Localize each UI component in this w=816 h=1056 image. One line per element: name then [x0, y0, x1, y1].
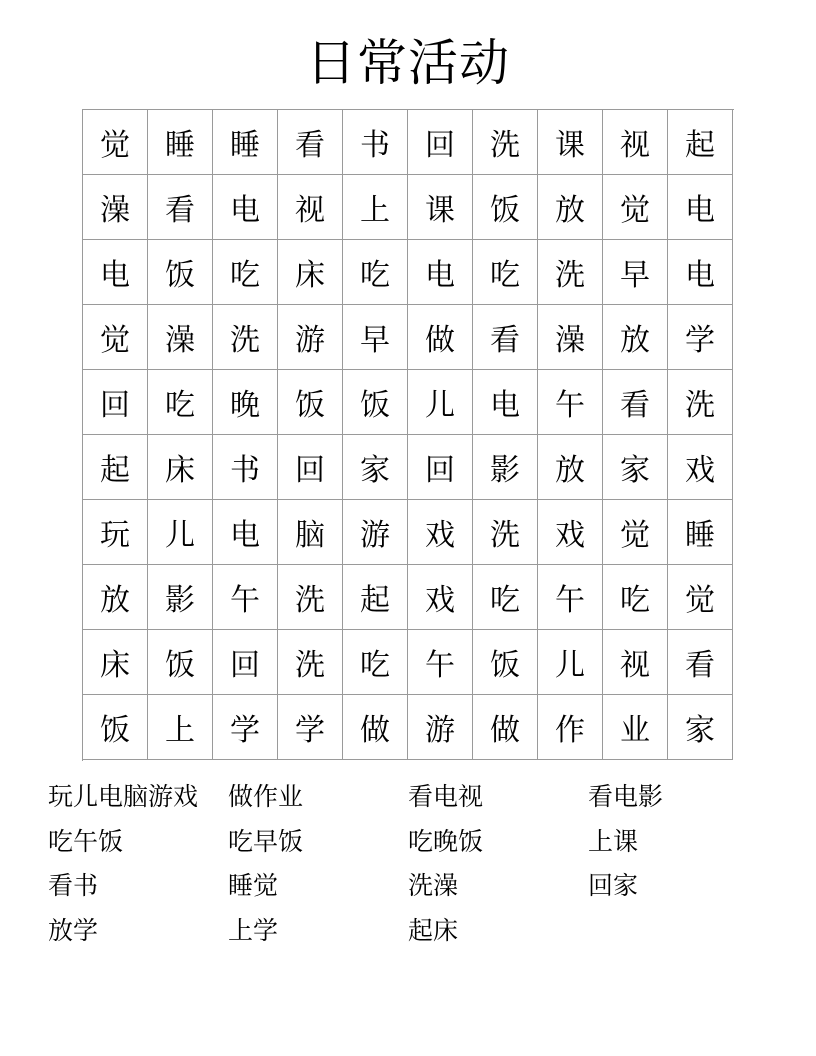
word-list-item: 放学	[48, 915, 99, 945]
grid-cell[interactable]: 饭	[148, 630, 213, 695]
grid-cell[interactable]: 吃	[473, 240, 538, 305]
word-list-item: 吃午饭	[48, 826, 124, 856]
grid-cell[interactable]: 饭	[343, 370, 408, 435]
grid-cell[interactable]: 戏	[408, 500, 473, 565]
grid-cell[interactable]: 游	[278, 305, 343, 370]
grid-cell[interactable]: 游	[343, 500, 408, 565]
grid-cell[interactable]: 晚	[213, 370, 278, 435]
grid-cell[interactable]: 回	[408, 435, 473, 500]
grid-cell[interactable]: 放	[83, 565, 148, 630]
word-list	[48, 775, 788, 953]
word-list-item: 看书	[48, 871, 99, 900]
grid-cell[interactable]: 游	[408, 695, 473, 760]
grid-cell[interactable]: 看	[473, 305, 538, 370]
grid-cell[interactable]: 洗	[538, 240, 603, 305]
grid-cell[interactable]: 儿	[538, 630, 603, 695]
grid-cell[interactable]: 学	[668, 305, 733, 370]
grid-cell[interactable]: 澡	[538, 305, 603, 370]
grid-cell[interactable]: 饭	[278, 370, 343, 435]
grid-cell[interactable]: 书	[343, 110, 408, 175]
grid-cell[interactable]: 电	[473, 370, 538, 435]
grid-cell[interactable]: 饭	[473, 630, 538, 695]
grid-cell[interactable]: 床	[278, 240, 343, 305]
word-list-item: 看电影	[588, 782, 664, 811]
grid-cell[interactable]: 觉	[603, 175, 668, 240]
grid-cell[interactable]: 看	[603, 370, 668, 435]
word-list-item: 上课	[588, 826, 639, 856]
grid-cell[interactable]: 洗	[473, 500, 538, 565]
grid-cell[interactable]: 电	[668, 175, 733, 240]
word-list-item: 吃晚饭	[408, 826, 484, 856]
grid-cell[interactable]: 电	[408, 240, 473, 305]
grid-cell[interactable]: 电	[213, 500, 278, 565]
grid-cell[interactable]: 作	[538, 695, 603, 760]
grid-cell[interactable]: 学	[213, 695, 278, 760]
grid-cell[interactable]: 午	[538, 370, 603, 435]
grid-cell[interactable]: 床	[148, 435, 213, 500]
grid-cell[interactable]: 放	[603, 305, 668, 370]
grid-cell[interactable]: 午	[538, 565, 603, 630]
word-list-item: 吃早饭	[228, 826, 304, 856]
grid-cell[interactable]: 吃	[603, 565, 668, 630]
grid-cell[interactable]: 饭	[148, 240, 213, 305]
grid-cell[interactable]: 洗	[278, 630, 343, 695]
grid-cell[interactable]: 早	[343, 305, 408, 370]
grid-cell[interactable]: 家	[668, 695, 733, 760]
grid-cell[interactable]: 看	[668, 630, 733, 695]
grid-cell[interactable]: 电	[213, 175, 278, 240]
grid-cell[interactable]: 玩	[83, 500, 148, 565]
grid-cell[interactable]: 视	[278, 175, 343, 240]
grid-cell[interactable]: 回	[213, 630, 278, 695]
grid-cell[interactable]: 课	[408, 175, 473, 240]
grid-cell[interactable]: 影	[473, 435, 538, 500]
word-list-item: 做作业	[228, 782, 304, 811]
grid-cell[interactable]: 睡	[148, 110, 213, 175]
grid-cell[interactable]: 澡	[148, 305, 213, 370]
grid-cell[interactable]: 洗	[473, 110, 538, 175]
grid-cell[interactable]: 洗	[668, 370, 733, 435]
grid-cell[interactable]: 儿	[148, 500, 213, 565]
grid-cell[interactable]: 起	[668, 110, 733, 175]
word-list-item: 看电视	[408, 782, 484, 811]
grid-cell[interactable]: 放	[538, 175, 603, 240]
grid-cell[interactable]: 戏	[538, 500, 603, 565]
grid-cell[interactable]: 觉	[83, 110, 148, 175]
grid-cell[interactable]: 洗	[278, 565, 343, 630]
grid-cell[interactable]: 课	[538, 110, 603, 175]
word-list-item: 睡觉	[228, 871, 279, 900]
word-list-item: 玩儿电脑游戏	[48, 782, 199, 811]
grid-cell[interactable]: 回	[408, 110, 473, 175]
grid-cell[interactable]: 电	[83, 240, 148, 305]
grid-cell[interactable]: 觉	[83, 305, 148, 370]
grid-cell[interactable]: 电	[668, 240, 733, 305]
grid-cell[interactable]: 澡	[83, 175, 148, 240]
grid-cell[interactable]: 饭	[83, 695, 148, 760]
page-title: 日常活动	[306, 34, 510, 92]
grid-cell[interactable]: 戏	[408, 565, 473, 630]
grid-cell[interactable]: 回	[83, 370, 148, 435]
word-list-item: 起床	[408, 915, 459, 945]
grid-cell[interactable]: 早	[603, 240, 668, 305]
grid-cell[interactable]: 脑	[278, 500, 343, 565]
grid-cell[interactable]: 觉	[668, 565, 733, 630]
grid-cell[interactable]: 床	[83, 630, 148, 695]
grid-cell[interactable]: 做	[473, 695, 538, 760]
grid-cell[interactable]: 戏	[668, 435, 733, 500]
grid-cell[interactable]: 视	[603, 110, 668, 175]
grid-cell[interactable]: 午	[213, 565, 278, 630]
grid-cell[interactable]: 业	[603, 695, 668, 760]
grid-cell[interactable]: 吃	[213, 240, 278, 305]
word-list-item: 回家	[588, 871, 639, 900]
grid-cell[interactable]: 吃	[343, 240, 408, 305]
grid-cell[interactable]: 起	[343, 565, 408, 630]
grid-cell[interactable]: 睡	[213, 110, 278, 175]
word-list-item: 洗澡	[408, 871, 459, 900]
word-search-grid	[82, 109, 734, 761]
grid-cell[interactable]: 儿	[408, 370, 473, 435]
grid-cell[interactable]: 觉	[603, 500, 668, 565]
grid-cell[interactable]: 洗	[213, 305, 278, 370]
grid-cell[interactable]: 回	[278, 435, 343, 500]
grid-cell[interactable]: 看	[278, 110, 343, 175]
grid-cell[interactable]: 学	[278, 695, 343, 760]
grid-cell[interactable]: 放	[538, 435, 603, 500]
grid-cell[interactable]: 家	[603, 435, 668, 500]
grid-cell[interactable]: 睡	[668, 500, 733, 565]
grid-cell[interactable]: 吃	[343, 630, 408, 695]
grid-cell[interactable]: 做	[343, 695, 408, 760]
grid-cell[interactable]: 书	[213, 435, 278, 500]
grid-cell[interactable]: 上	[148, 695, 213, 760]
grid-cell[interactable]: 影	[148, 565, 213, 630]
grid-cell[interactable]: 看	[148, 175, 213, 240]
grid-cell[interactable]: 吃	[473, 565, 538, 630]
grid-cell[interactable]: 午	[408, 630, 473, 695]
grid-cell[interactable]: 起	[83, 435, 148, 500]
grid-cell[interactable]: 饭	[473, 175, 538, 240]
grid-cell[interactable]: 吃	[148, 370, 213, 435]
grid-cell[interactable]: 做	[408, 305, 473, 370]
grid-cell[interactable]: 家	[343, 435, 408, 500]
grid-cell[interactable]: 上	[343, 175, 408, 240]
grid-cell[interactable]: 视	[603, 630, 668, 695]
word-list-item: 上学	[228, 915, 279, 945]
